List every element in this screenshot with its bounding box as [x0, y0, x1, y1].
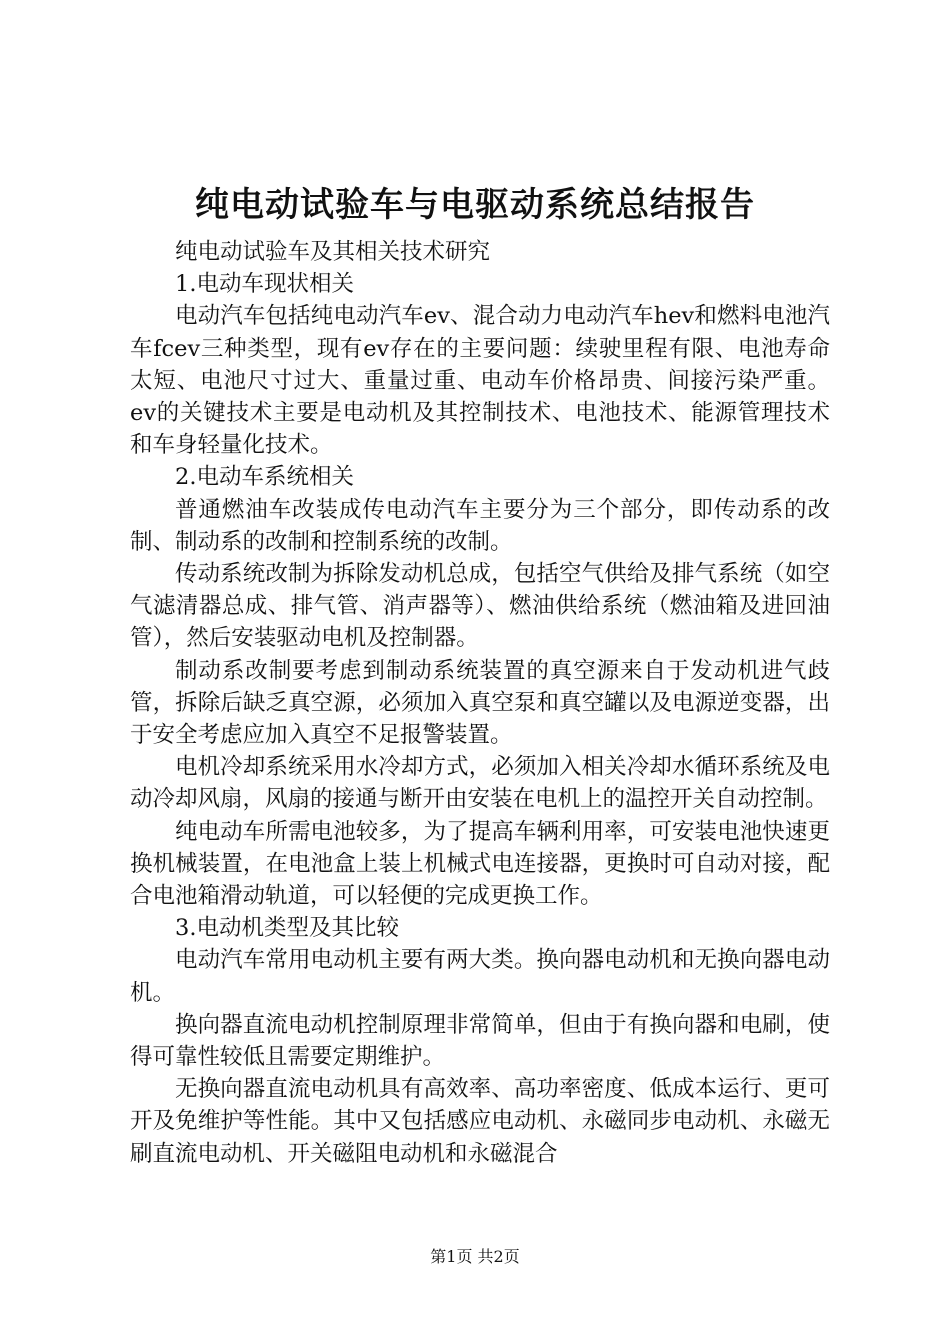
paragraph-brushless-motor: 无换向器直流电动机具有高效率、高功率密度、低成本运行、更可开及免维护等性能。其中又包括感应电动机、永磁同步电动机、永磁无刷直流电动机、开关磁阻电动机和永磁混合 [130, 1076, 830, 1167]
paragraph-drivetrain: 传动系统改制为拆除发动机总成，包括空气供给及排气系统（如空气滤清器总成、排气管、消声器等）、燃油供给系统（燃油箱及进回油管），然后安装驱动电机及控制器。 [130, 561, 830, 652]
intro-line: 纯电动试验车及其相关技术研究 [175, 239, 491, 265]
section-heading-1: 1.电动车现状相关 [175, 271, 354, 298]
section-heading-3: 3.电动机类型及其比较 [175, 915, 399, 942]
paragraph-conversion: 普通燃油车改装成传电动汽车主要分为三个部分，即传动系的改制、制动系的改制和控制系统的改制。 [130, 496, 830, 555]
paragraph-brake: 制动系改制要考虑到制动系统装置的真空源来自于发动机进气歧管，拆除后缺乏真空源，必须加入真空泵和真空罐以及电源逆变器，出于安全考虑应加入真空不足报警装置。 [130, 657, 830, 749]
document-body [130, 236, 830, 1170]
paragraph-ev-status: 电动汽车包括纯电动汽车ev、混合动力电动汽车hev和燃料电池汽车fcev三种类型，现有ev存在的主要问题：续驶里程有限、电池寿命太短、电池尺寸过大、重量过重、电动车价格昂贵、间接污染严重。ev的关键技术主要是电动机及其控制技术、电池技术、能源管理技术和车身轻量化技术。 [130, 303, 830, 459]
paragraph-motor-types: 电动汽车常用电动机主要有两大类。换向器电动机和无换向器电动机。 [130, 947, 830, 1006]
paragraph-battery: 纯电动车所需电池较多，为了提高车辆利用率，可安装电池快速更换机械装置，在电池盒上装上机械式电连接器，更换时可自动对接，配合电池箱滑动轨道，可以轻便的完成更换工作。 [130, 818, 830, 910]
paragraph-cooling: 电机冷却系统采用水冷却方式，必须加入相关冷却水循环系统及电动冷却风扇，风扇的接通与断开由安装在电机上的温控开关自动控制。 [130, 754, 830, 813]
document-title: 纯电动试验车与电驱动系统总结报告 [195, 185, 755, 225]
page-number-footer: 第1页 共2页 [430, 1247, 520, 1266]
paragraph-commutator-motor: 换向器直流电动机控制原理非常简单，但由于有换向器和电刷，使得可靠性较低且需要定期维护。 [130, 1011, 830, 1071]
section-heading-2: 2.电动车系统相关 [175, 464, 354, 491]
